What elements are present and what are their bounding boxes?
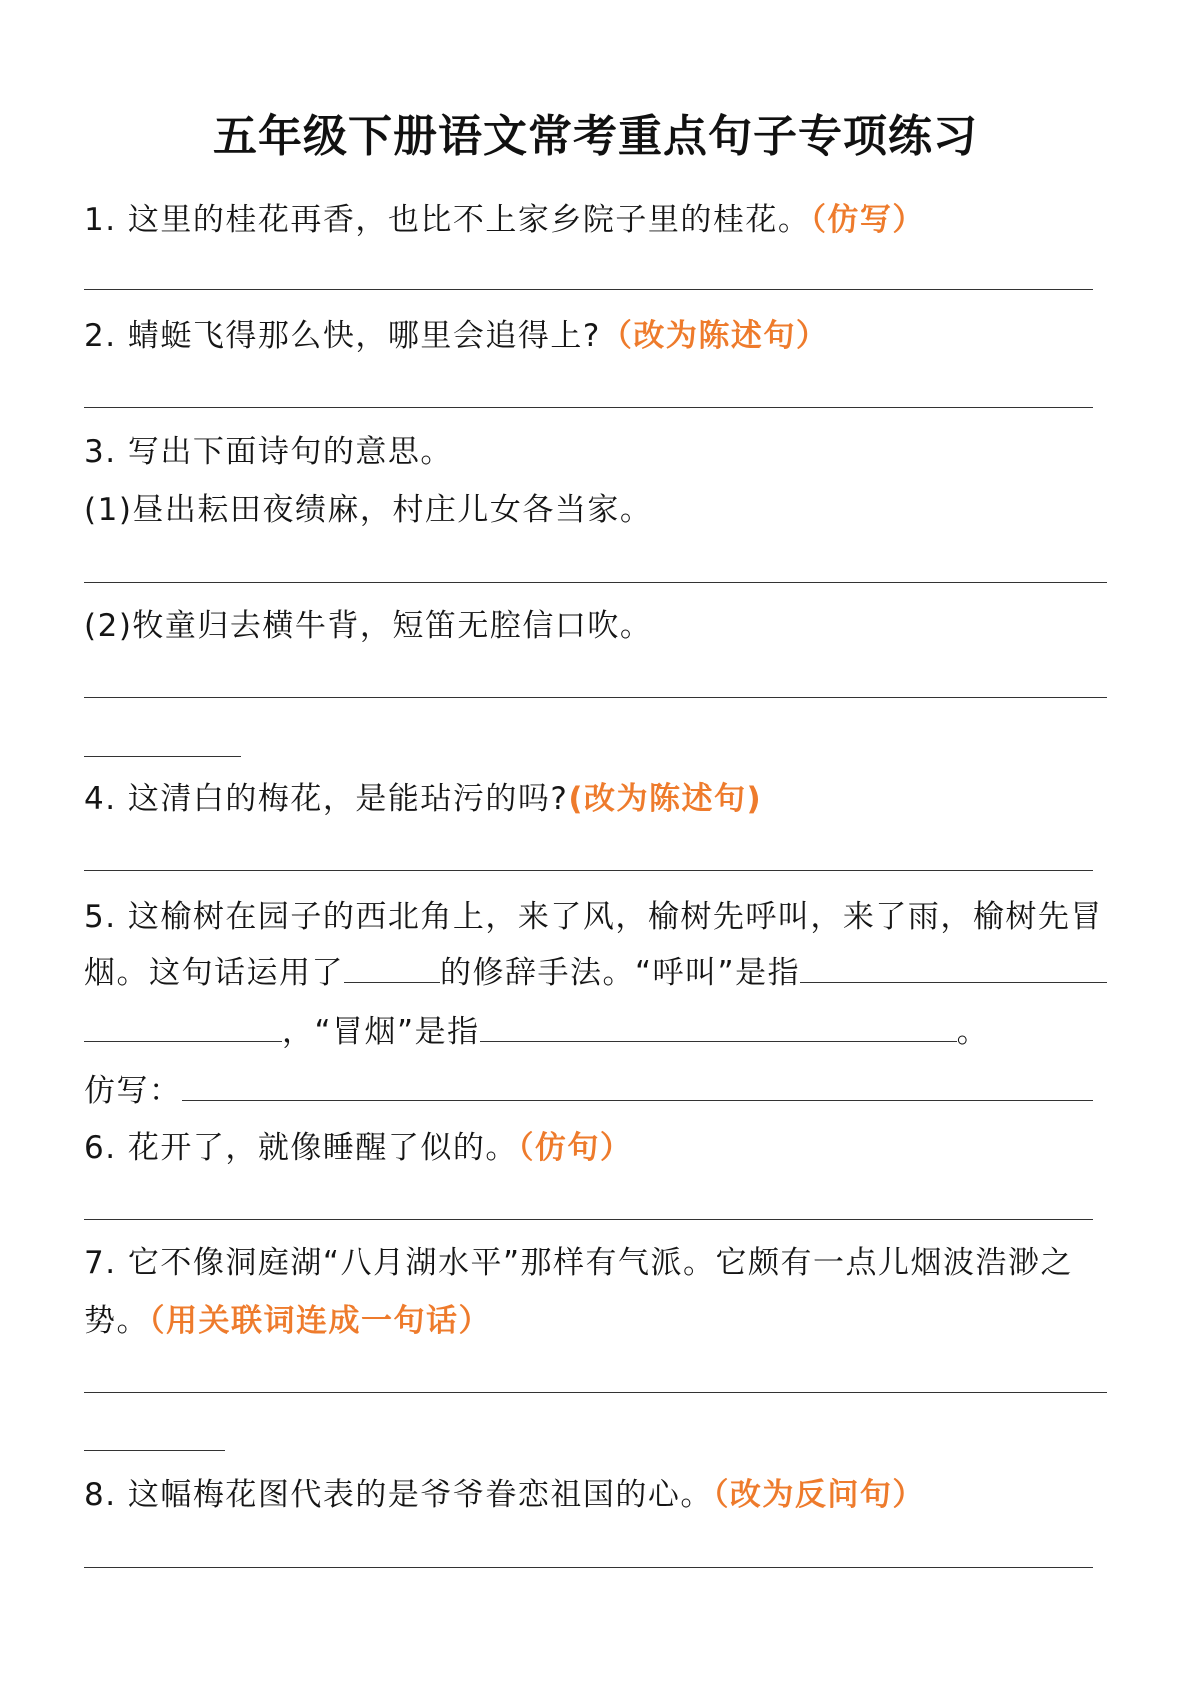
question-1 xyxy=(84,199,925,241)
question-4 xyxy=(84,778,762,820)
question-4-text: 4. 这清白的梅花，是能玷污的吗? xyxy=(84,781,569,817)
question-2-text: 2. 蜻蜓飞得那么快，哪里会追得上? xyxy=(84,318,601,354)
question-3-sub-1-text: (1)昼出耘田夜绩麻，村庄儿女各当家。 xyxy=(84,492,653,528)
question-5-line-2-start: 烟。这句话运用了 xyxy=(84,955,344,991)
answer-line-4 xyxy=(84,870,1093,871)
answer-line-1 xyxy=(84,289,1093,290)
question-3-sub-1 xyxy=(84,489,652,531)
question-3-text: 3. 写出下面诗句的意思。 xyxy=(84,434,453,470)
question-6-hint: （仿句） xyxy=(517,1130,633,1166)
question-4-hint: (改为陈述句) xyxy=(568,781,763,817)
question-5-line-3 xyxy=(84,1011,989,1053)
rhetoric-blank xyxy=(344,952,440,983)
huhan-meaning-blank-continued xyxy=(84,1011,282,1042)
question-8-hint: （改为反问句） xyxy=(712,1477,925,1513)
huhan-meaning-blank xyxy=(800,952,1107,983)
question-8 xyxy=(84,1474,925,1516)
question-6 xyxy=(84,1127,632,1169)
question-7-text-end: 势。 xyxy=(84,1303,149,1339)
question-5-imitate xyxy=(84,1070,1093,1112)
answer-line-6 xyxy=(84,1219,1093,1220)
question-3-sub-2-text: (2)牧童归去横牛背，短笛无腔信口吹。 xyxy=(84,608,653,644)
question-7-text: 7. 它不像洞庭湖“八月湖水平”那样有气派。它颇有一点儿烟波浩渺之 xyxy=(84,1245,1074,1281)
question-5-line-3-end: 。 xyxy=(956,1014,990,1050)
question-5-line-1 xyxy=(84,896,1103,938)
answer-line-7 xyxy=(84,1392,1107,1393)
question-7-line-1 xyxy=(84,1242,1073,1284)
question-5-text: 5. 这榆树在园子的西北角上，来了风，榆树先呼叫，来了雨，榆树先冒 xyxy=(84,899,1103,935)
question-5-line-2 xyxy=(84,952,1107,994)
question-3-sub-2 xyxy=(84,605,652,647)
answer-line-2 xyxy=(84,407,1093,408)
question-8-text: 8. 这幅梅花图代表的是爷爷眷恋祖国的心。 xyxy=(84,1477,713,1513)
imitate-blank xyxy=(182,1070,1094,1101)
question-7-hint: （用关联词连成一句话） xyxy=(149,1303,491,1339)
question-5-line-3-middle: ，“冒烟”是指 xyxy=(282,1014,480,1050)
question-1-hint: （仿写） xyxy=(810,202,925,238)
answer-line-7-continued xyxy=(84,1450,225,1451)
maoyan-meaning-blank xyxy=(480,1011,957,1042)
worksheet-title: 五年级下册语文常考重点句子专项练习 xyxy=(213,111,978,162)
question-7-line-2 xyxy=(84,1300,491,1342)
question-2-hint: （改为陈述句） xyxy=(600,318,829,354)
answer-line-3-2-continued xyxy=(84,756,241,757)
answer-line-3-1 xyxy=(84,582,1107,583)
imitate-label: 仿写： xyxy=(84,1073,182,1109)
question-6-text: 6. 花开了，就像睡醒了似的。 xyxy=(84,1130,518,1166)
question-5-line-2-middle: 的修辞手法。“呼叫”是指 xyxy=(440,955,801,991)
question-2 xyxy=(84,315,828,357)
question-3 xyxy=(84,431,453,473)
answer-line-8 xyxy=(84,1567,1093,1568)
question-1-text: 1. 这里的桂花再香，也比不上家乡院子里的桂花。 xyxy=(84,202,811,238)
answer-line-3-2 xyxy=(84,697,1107,698)
